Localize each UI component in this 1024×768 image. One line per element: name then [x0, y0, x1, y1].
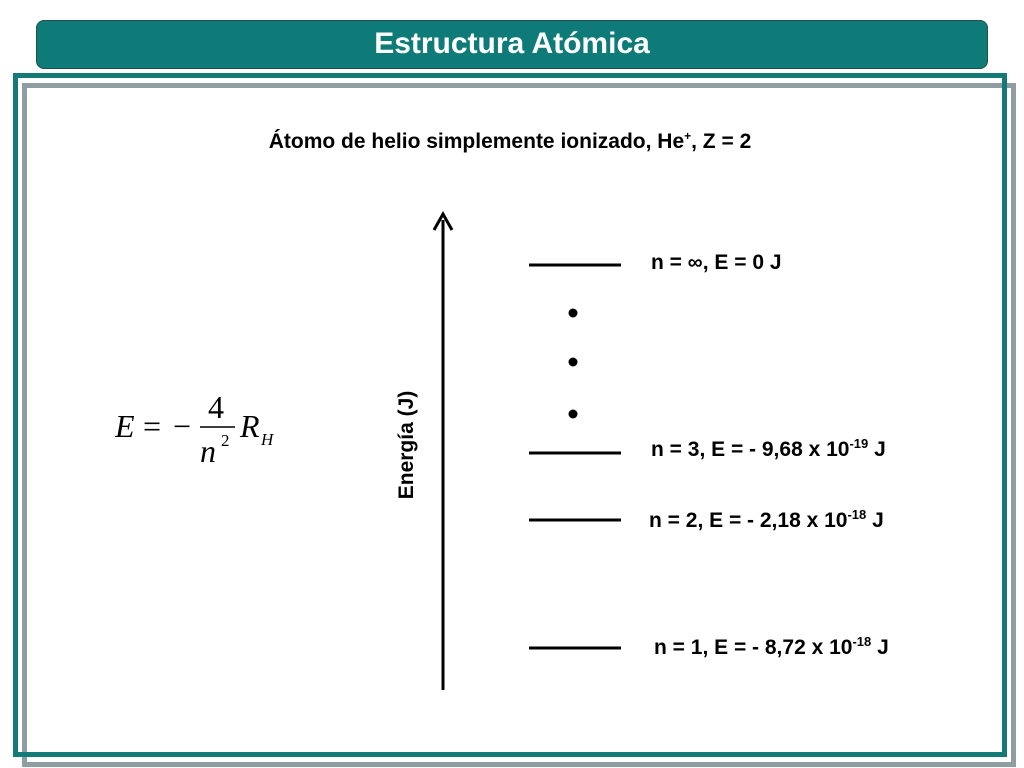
formula-svg	[115, 385, 295, 475]
level-label-text: n = 3, E = - 9,68 x 10	[651, 438, 850, 461]
level-label-unit: J	[868, 438, 886, 461]
level-label-unit: J	[871, 636, 889, 659]
energy-formula	[115, 385, 295, 480]
subtitle-charge: +	[684, 129, 692, 143]
level-label-unit: J	[866, 509, 884, 532]
formula-minus: −	[173, 408, 192, 444]
level-label-text: n = ∞, E = 0 J	[651, 251, 782, 274]
formula-equals: =	[143, 408, 162, 444]
formula-rhs: R	[240, 408, 260, 444]
level-label-exponent: -18	[852, 634, 872, 649]
level-label-text: n = 2, E = - 2,18 x 10	[649, 509, 848, 532]
formula-rhs-subscript: H	[261, 430, 274, 449]
energy-axis-label: Energía (J)	[395, 390, 418, 500]
level-label-n-infinity	[651, 251, 782, 275]
formula-numerator: 4	[208, 389, 224, 425]
level-label-text: n = 1, E = - 8,72 x 10	[654, 636, 853, 659]
page-title: Estructura Atómica	[374, 27, 650, 60]
ellipsis-dot	[569, 309, 578, 318]
ellipsis-dot	[569, 358, 578, 367]
level-label-n3	[651, 436, 886, 462]
ellipsis-dot	[569, 410, 578, 419]
formula-denominator: n	[200, 433, 216, 469]
formula-denominator-exponent: 2	[221, 431, 230, 450]
subtitle-tail: , Z = 2	[691, 130, 752, 153]
level-label-n2	[649, 507, 884, 533]
level-label-exponent: -19	[849, 436, 869, 451]
level-label-n1	[654, 634, 889, 660]
level-label-exponent: -18	[847, 507, 867, 522]
subtitle-text: Átomo de helio simplemente ionizado, He	[268, 130, 685, 153]
formula-lhs: E	[115, 408, 135, 444]
